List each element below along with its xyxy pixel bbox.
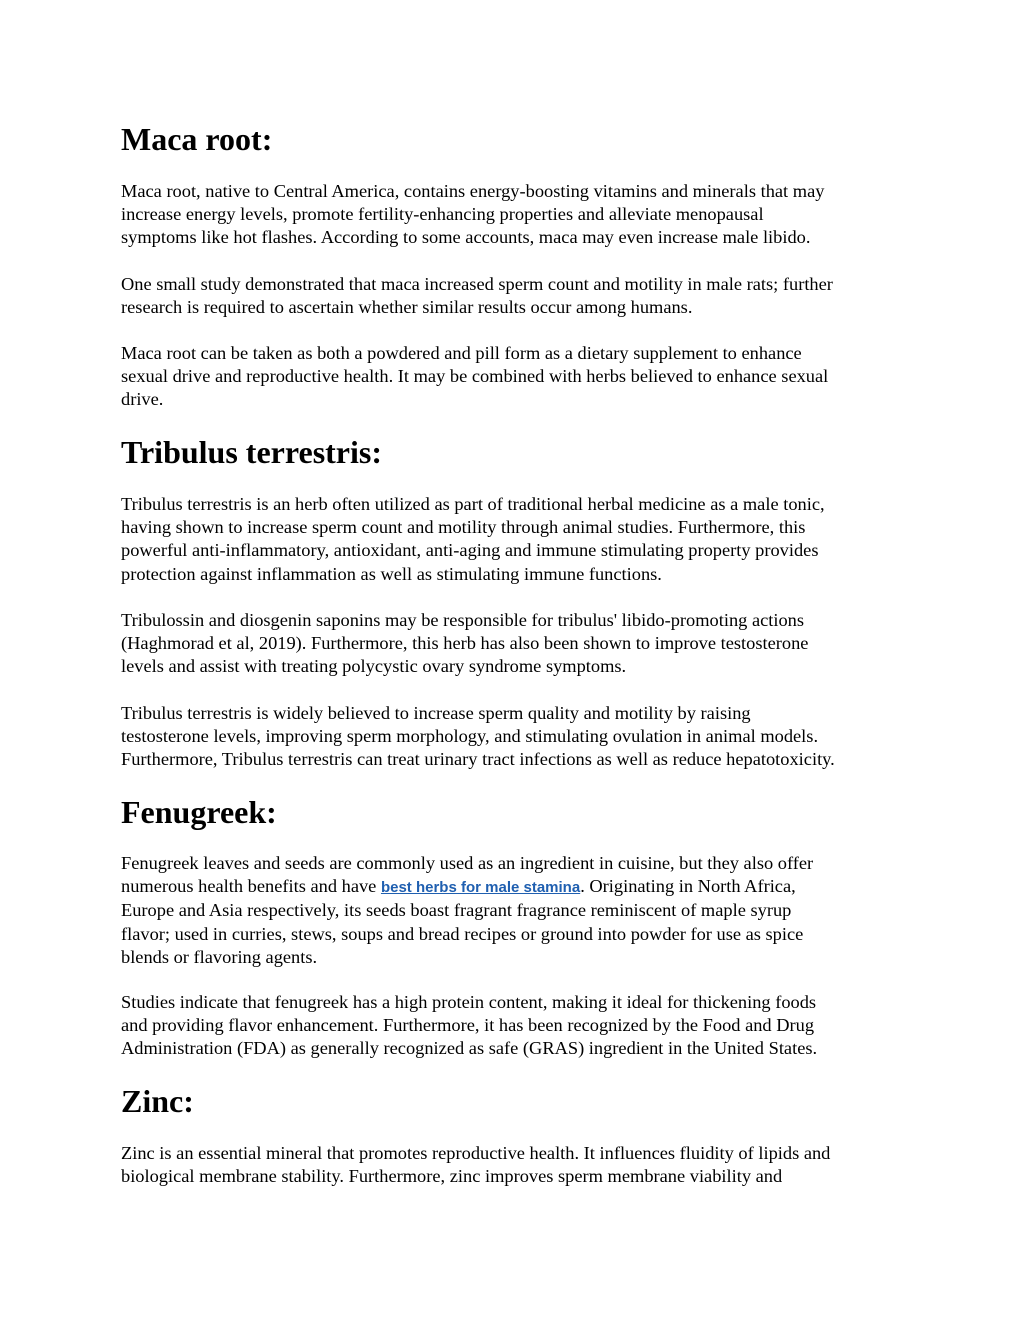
text-line: Maca root, native to Central America, contains energy-boosting vitamins and minerals that may xyxy=(121,181,825,201)
text-line: having shown to increase sperm count and motility through animal studies. Furthermore, this xyxy=(121,517,806,538)
paragraph-tribulus-1 xyxy=(121,493,911,586)
text-line: (Haghmorad et al, 2019). Furthermore, this herb has also been shown to improve testosterone xyxy=(121,633,809,654)
text-segment: numerous health benefits and have xyxy=(121,876,381,897)
heading-fenugreek: Fenugreek: xyxy=(121,794,277,830)
text-line: research is required to ascertain whether similar results occur among humans. xyxy=(121,297,693,318)
paragraph-fenugreek-2 xyxy=(121,991,911,1061)
text-line: Tribulus terrestris is widely believed to increase sperm quality and motility by raising xyxy=(121,703,751,723)
text-segment: . Originating in North Africa, xyxy=(580,876,796,897)
paragraph-zinc-1 xyxy=(121,1142,911,1188)
text-line: powerful anti-inflammatory, antioxidant, anti-aging and immune stimulating property provides xyxy=(121,540,819,561)
paragraph-fenugreek-1 xyxy=(121,852,911,969)
text-line: testosterone levels, improving sperm morphology, and stimulating ovulation in animal models. xyxy=(121,726,819,747)
paragraph-tribulus-3 xyxy=(121,702,911,772)
text-line: Europe and Asia respectively, its seeds boast fragrant fragrance reminiscent of maple syrup xyxy=(121,900,792,921)
paragraph-maca-3 xyxy=(121,342,911,412)
text-line: blends or flavoring agents. xyxy=(121,946,318,967)
paragraph-maca-2 xyxy=(121,273,911,319)
text-line: symptoms like hot flashes. According to some accounts, maca may even increase male libido. xyxy=(121,227,811,248)
text-line: Administration (FDA) as generally recognized as safe (GRAS) ingredient in the United States. xyxy=(121,1038,818,1059)
text-line: increase energy levels, promote fertility-enhancing properties and alleviate menopausal xyxy=(121,204,764,225)
text-line: protection against inflammation as well as stimulating immune functions. xyxy=(121,563,662,584)
text-line: biological membrane stability. Furthermore, zinc improves sperm membrane viability and xyxy=(121,1166,783,1187)
text-line: Fenugreek leaves and seeds are commonly used as an ingredient in cuisine, but they also offer xyxy=(121,853,814,873)
text-line: Furthermore, Tribulus terrestris can treat urinary tract infections as well as reduce hepatotoxicity. xyxy=(121,749,835,770)
heading-maca-root: Maca root: xyxy=(121,121,273,157)
text-line: Maca root can be taken as both a powdered and pill form as a dietary supplement to enhance xyxy=(121,343,802,363)
text-line: and providing flavor enhancement. Furthermore, it has been recognized by the Food and Drug xyxy=(121,1015,815,1036)
text-line: Zinc is an essential mineral that promotes reproductive health. It influences fluidity of lipids and xyxy=(121,1143,831,1163)
text-line: Tribulus terrestris is an herb often utilized as part of traditional herbal medicine as a male tonic, xyxy=(121,494,825,514)
text-line: flavor; used in curries, stews, soups and bread recipes or ground into powder for use as spice xyxy=(121,923,804,944)
text-line: Tribulossin and diosgenin saponins may be responsible for tribulus' libido-promoting actions xyxy=(121,610,805,630)
paragraph-tribulus-2 xyxy=(121,609,911,679)
best-herbs-link[interactable]: best herbs for male stamina xyxy=(380,879,581,897)
text-line-with-link xyxy=(121,875,911,899)
heading-zinc: Zinc: xyxy=(121,1083,194,1119)
text-line: sexual drive and reproductive health. It may be combined with herbs believed to enhance sexual xyxy=(121,366,829,387)
paragraph-maca-1 xyxy=(121,180,911,250)
text-line: One small study demonstrated that maca increased sperm count and motility in male rats; further xyxy=(121,274,833,294)
heading-tribulus-terrestris: Tribulus terrestris: xyxy=(121,434,382,470)
text-line: drive. xyxy=(121,389,164,410)
text-line: Studies indicate that fenugreek has a high protein content, making it ideal for thickening foods xyxy=(121,992,817,1012)
text-line: levels and assist with treating polycystic ovary syndrome symptoms. xyxy=(121,656,627,677)
